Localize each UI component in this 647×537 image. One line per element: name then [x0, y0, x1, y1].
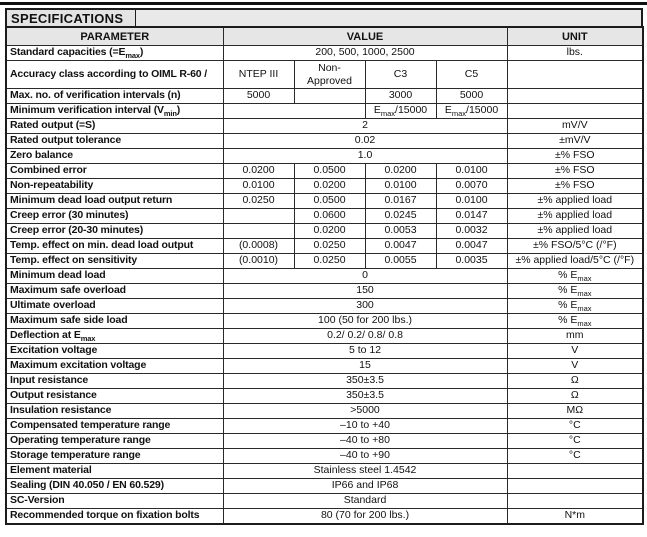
value-cell: Standard	[223, 494, 507, 509]
title-bar-filler	[136, 10, 641, 26]
value-cell: 3000	[365, 89, 436, 104]
table-row	[6, 404, 643, 419]
value-cell	[223, 224, 294, 239]
unit-cell: ±mV/V	[507, 134, 643, 149]
parameter-cell: Creep error (30 minutes)	[6, 209, 223, 224]
value-cell: 0.0500	[294, 164, 365, 179]
value-cell: 0.0200	[365, 164, 436, 179]
value-cell: 15	[223, 359, 507, 374]
parameter-cell: Standard capacities $(=E_{max})$	[6, 46, 223, 61]
unit-cell: % $E_{max}$	[507, 269, 643, 284]
unit-cell: % $E_{max}$	[507, 299, 643, 314]
parameter-cell: Element material	[6, 464, 223, 479]
value-cell: Stainless steel 1.4542	[223, 464, 507, 479]
table-row	[6, 314, 643, 329]
parameter-cell: Deflection at $E_{max}$	[6, 329, 223, 344]
table-row	[6, 419, 643, 434]
value-cell: 0.0100	[223, 179, 294, 194]
parameter-cell: Input resistance	[6, 374, 223, 389]
value-cell	[223, 104, 365, 119]
table-row	[6, 224, 643, 239]
unit-cell: ±% applied load	[507, 209, 643, 224]
value-column-header: VALUE	[223, 27, 507, 46]
parameter-cell: Output resistance	[6, 389, 223, 404]
unit-cell: ±% FSO	[507, 149, 643, 164]
table-header	[6, 27, 643, 46]
value-cell: 5000	[436, 89, 507, 104]
value-cell: 5000	[223, 89, 294, 104]
value-cell	[294, 89, 365, 104]
value-cell: 0.0032	[436, 224, 507, 239]
unit-cell: Ω	[507, 389, 643, 404]
table-row	[6, 179, 643, 194]
value-cell: 0.0053	[365, 224, 436, 239]
value-cell: 0.0047	[436, 239, 507, 254]
table-row	[6, 269, 643, 284]
parameter-cell: Ultimate overload	[6, 299, 223, 314]
value-cell: 0.0245	[365, 209, 436, 224]
unit-cell: ±% FSO/5°C (/°F)	[507, 239, 643, 254]
table-row	[6, 119, 643, 134]
parameter-cell: Temp. effect on min. dead load output	[6, 239, 223, 254]
unit-cell	[507, 464, 643, 479]
table-row	[6, 464, 643, 479]
value-cell: 0.0047	[365, 239, 436, 254]
parameter-cell: Maximum safe overload	[6, 284, 223, 299]
value-cell: 0.0035	[436, 254, 507, 269]
table-row	[6, 164, 643, 179]
table-row	[6, 284, 643, 299]
value-cell: C5	[436, 61, 507, 89]
table-row	[6, 299, 643, 314]
unit-cell: lbs.	[507, 46, 643, 61]
value-cell: 0.02	[223, 134, 507, 149]
parameter-cell: Non-repeatability	[6, 179, 223, 194]
unit-cell: % $E_{max}$	[507, 284, 643, 299]
value-cell: 350±3.5	[223, 374, 507, 389]
table-row	[6, 329, 643, 344]
value-cell: >5000	[223, 404, 507, 419]
value-cell: 0.2/ 0.2/ 0.8/ 0.8	[223, 329, 507, 344]
value-cell: 0.0147	[436, 209, 507, 224]
parameter-cell: Storage temperature range	[6, 449, 223, 464]
unit-cell: mV/V	[507, 119, 643, 134]
value-cell: 100 (50 for 200 lbs.)	[223, 314, 507, 329]
value-cell: $E_{max}/15000$	[365, 104, 436, 119]
parameter-column-header: PARAMETER	[6, 27, 223, 46]
specifications-table	[5, 26, 644, 525]
value-cell: 0.0250	[294, 239, 365, 254]
parameter-cell: Maximum safe side load	[6, 314, 223, 329]
table-row	[6, 434, 643, 449]
unit-cell: ±% FSO	[507, 164, 643, 179]
parameter-cell: Recommended torque on fixation bolts	[6, 509, 223, 525]
parameter-cell: Maximum excitation voltage	[6, 359, 223, 374]
value-cell: 0.0100	[436, 194, 507, 209]
parameter-cell: Creep error (20-30 minutes)	[6, 224, 223, 239]
parameter-cell: Zero balance	[6, 149, 223, 164]
unit-cell: °C	[507, 449, 643, 464]
value-cell: IP66 and IP68	[223, 479, 507, 494]
table-body	[6, 46, 643, 525]
unit-cell: ±% FSO	[507, 179, 643, 194]
value-cell: C3	[365, 61, 436, 89]
value-cell: –40 to +90	[223, 449, 507, 464]
parameter-cell: Max. no. of verification intervals (n)	[6, 89, 223, 104]
value-cell: (0.0008)	[223, 239, 294, 254]
header-row	[6, 27, 643, 46]
unit-cell	[507, 104, 643, 119]
unit-cell: mm	[507, 329, 643, 344]
unit-column-header: UNIT	[507, 27, 643, 46]
table-row	[6, 509, 643, 525]
unit-cell	[507, 61, 643, 89]
parameter-cell: Minimum dead load	[6, 269, 223, 284]
value-cell: 0.0200	[223, 164, 294, 179]
value-cell: 0.0200	[294, 179, 365, 194]
unit-cell	[507, 89, 643, 104]
value-cell: Non-Approved	[294, 61, 365, 89]
value-cell: 0.0600	[294, 209, 365, 224]
parameter-cell: Insulation resistance	[6, 404, 223, 419]
parameter-cell: SC-Version	[6, 494, 223, 509]
table-row	[6, 344, 643, 359]
value-cell: $E_{max}/15000$	[436, 104, 507, 119]
unit-cell: ±% applied load	[507, 194, 643, 209]
value-cell: 150	[223, 284, 507, 299]
parameter-cell: Compensated temperature range	[6, 419, 223, 434]
value-cell: NTEP III	[223, 61, 294, 89]
value-cell	[223, 209, 294, 224]
value-cell: 80 (70 for 200 lbs.)	[223, 509, 507, 525]
value-cell: 2	[223, 119, 507, 134]
unit-cell: MΩ	[507, 404, 643, 419]
unit-cell: V	[507, 359, 643, 374]
table-row	[6, 389, 643, 404]
value-cell: 0.0070	[436, 179, 507, 194]
table-row	[6, 374, 643, 389]
page-title: SPECIFICATIONS	[7, 10, 136, 26]
parameter-cell: Minimum verification interval $(V_{min})$	[6, 104, 223, 119]
table-row	[6, 149, 643, 164]
unit-cell: ±% applied load	[507, 224, 643, 239]
unit-cell: Ω	[507, 374, 643, 389]
value-cell: (0.0010)	[223, 254, 294, 269]
value-cell: 200, 500, 1000, 2500	[223, 46, 507, 61]
value-cell: 0	[223, 269, 507, 284]
table-row	[6, 209, 643, 224]
parameter-cell: Minimum dead load output return	[6, 194, 223, 209]
parameter-cell: Rated output (=S)	[6, 119, 223, 134]
value-cell: 0.0200	[294, 224, 365, 239]
table-row	[6, 134, 643, 149]
value-cell: –40 to +80	[223, 434, 507, 449]
table-row	[6, 61, 643, 89]
value-cell: 1.0	[223, 149, 507, 164]
parameter-cell: Accuracy class according to OIML R-60 /	[6, 61, 223, 89]
value-cell: 0.0250	[223, 194, 294, 209]
value-cell: 0.0100	[365, 179, 436, 194]
table-row	[6, 479, 643, 494]
table-row	[6, 194, 643, 209]
table-row	[6, 239, 643, 254]
parameter-cell: Excitation voltage	[6, 344, 223, 359]
value-cell: 0.0250	[294, 254, 365, 269]
title-bar	[5, 8, 643, 26]
parameter-cell: Sealing (DIN 40.050 / EN 60.529)	[6, 479, 223, 494]
value-cell: 300	[223, 299, 507, 314]
value-cell: 0.0055	[365, 254, 436, 269]
top-rule	[0, 2, 647, 5]
table-row	[6, 494, 643, 509]
parameter-cell: Temp. effect on sensitivity	[6, 254, 223, 269]
table-row	[6, 46, 643, 61]
unit-cell: V	[507, 344, 643, 359]
table-row	[6, 104, 643, 119]
parameter-cell: Rated output tolerance	[6, 134, 223, 149]
unit-cell: ±% applied load/5°C (/°F)	[507, 254, 643, 269]
unit-cell	[507, 479, 643, 494]
value-cell: 350±3.5	[223, 389, 507, 404]
value-cell: –10 to +40	[223, 419, 507, 434]
table-row	[6, 254, 643, 269]
unit-cell: N*m	[507, 509, 643, 525]
parameter-cell: Operating temperature range	[6, 434, 223, 449]
value-cell: 0.0500	[294, 194, 365, 209]
parameter-cell: Combined error	[6, 164, 223, 179]
value-cell: 0.0167	[365, 194, 436, 209]
unit-cell: °C	[507, 419, 643, 434]
specification-sheet	[5, 8, 643, 525]
value-cell: 0.0100	[436, 164, 507, 179]
unit-cell	[507, 494, 643, 509]
unit-cell: °C	[507, 434, 643, 449]
table-row	[6, 359, 643, 374]
value-cell: 5 to 12	[223, 344, 507, 359]
unit-cell: % $E_{max}$	[507, 314, 643, 329]
table-row	[6, 449, 643, 464]
table-row	[6, 89, 643, 104]
